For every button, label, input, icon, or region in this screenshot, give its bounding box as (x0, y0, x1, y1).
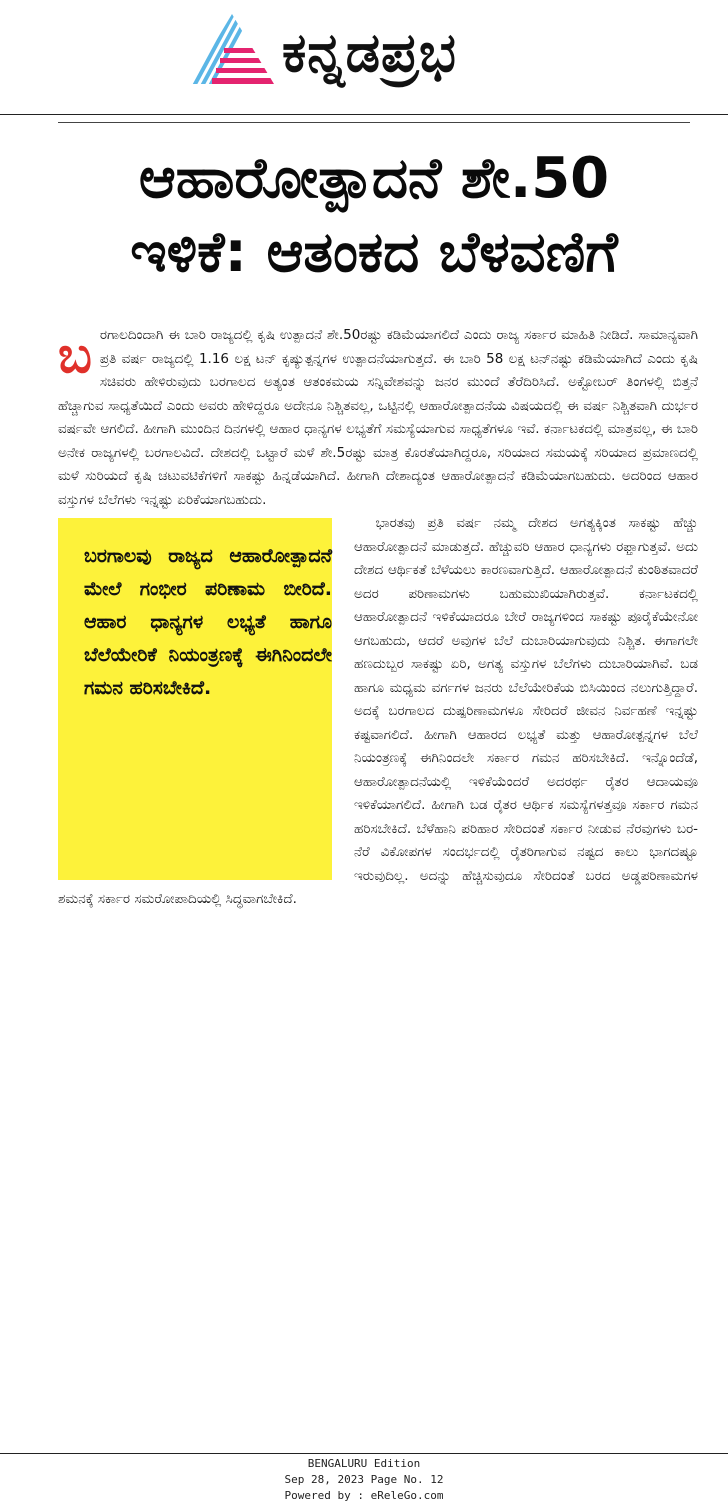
drop-cap: ಬ (58, 326, 92, 384)
article-paragraph-1 (58, 324, 698, 512)
headline-line-2: ಇಳಿಕೆ: ಆತಂಕದ ಬೆಳವಣಿಗೆ (130, 220, 618, 285)
logo-triangle-icon (190, 12, 274, 86)
masthead-divider (0, 114, 728, 115)
paragraph-1-text: ರಗಾಲದಿಂದಾಗಿ ಈ ಬಾರಿ ರಾಜ್ಯದಲ್ಲಿ ಕೃಷಿ ಉತ್ಪಾದನೆ ಶೇ.50ರಷ್ಟು ಕಡಿಮೆಯಾಗಲಿದೆ ಎಂದು ರಾಜ್ಯ ಸರ್ಕಾರ ಮಾಹಿತಿ ನೀಡಿದೆ. ಸಾಮಾನ್ಯವಾಗಿ ಪ್ರತಿ ವರ್ಷ ರಾಜ್ಯದಲ್ಲಿ 1.16 ಲಕ್ಷ ಟನ್ ಕೃಷ್ಯುತ್ಪನ್ನಗಳ ಉತ್ಪಾದನೆಯಾಗುತ್ತದೆ. ಈ ಬಾರಿ 58 ಲಕ್ಷ ಟನ್‌ನಷ್ಟು ಕಡಿಮೆಯಾಗಿದೆ ಎಂದು ಕೃಷಿ ಸಚಿವರು ಹೇಳಿರುವುದು ಬರಗಾಲದ ಅತ್ಯಂತ ಆತಂಕಮಯ ಸನ್ನಿವೇಶವನ್ನು ಜನರ ಮುಂದೆ ತೆರೆದಿರಿಸಿದೆ. ಅಕ್ಟೋಬರ್ ತಿಂಗಳಲ್ಲಿ ಬಿತ್ತನೆ ಹೆಚ್ಚಾಗುವ ಸಾಧ್ಯತೆಯಿದೆ ಎಂದು ಅವರು ಹೇಳಿದ್ದರೂ ಅದೇನೂ ನಿಶ್ಚಿತವಲ್ಲ, ಒಟ್ಟಿನಲ್ಲಿ ಆಹಾರೋತ್ಪಾದನೆಯ ವಿಷಯದಲ್ಲಿ ಈ ವರ್ಷ ನಿಶ್ಚಿತವಾಗಿ ದುರ್ಭರ ವರ್ಷವೇ ಆಗಲಿದೆ. ಹೀಗಾಗಿ ಮುಂದಿನ ದಿನಗಳಲ್ಲಿ ಆಹಾರ ಧಾನ್ಯಗಳ ಲಭ್ಯತೆಗೆ ಸಮಸ್ಯೆಯಾಗುವ ಸಾಧ್ಯತೆಗಳೂ ಇವೆ. ಕರ್ನಾಟಕದಲ್ಲಿ ಮಾತ್ರವಲ್ಲ, ಈ ಬಾರಿ ಅನೇಕ ರಾಜ್ಯಗಳಲ್ಲಿ ಬರಗಾಲವಿದೆ. ದೇಶದಲ್ಲಿ ಒಟ್ಟಾರೆ ಮಳೆ ಶೇ.5ರಷ್ಟು ಮಾತ್ರ ಕೊರತೆಯಾಗಿದ್ದರೂ, ಸರಿಯಾದ ಸಮಯಕ್ಕೆ ಸರಿಯಾದ ಪ್ರಮಾಣದಲ್ಲಿ ಮಳೆ ಸುರಿಯದೆ ಕೃಷಿ ಚಟುವಟಿಕೆಗಳಿಗೆ ಸಾಕಷ್ಟು ಹಿನ್ನಡೆಯಾಗಿದೆ. ಹೀಗಾಗಿ ದೇಶಾದ್ಯಂತ ಆಹಾರೋತ್ಪಾದನೆ ಕಡಿಮೆಯಾಗಬಹುದು. ಅದರಿಂದ ಆಹಾರ ವಸ್ತುಗಳ ಬೆಲೆಗಳು ಇನ್ನಷ್ಟು ಏರಿಕೆಯಾಗಬಹುದು. (58, 327, 698, 508)
headline-line-1: ಆಹಾರೋತ್ಪಾದನೆ ಶೇ.50 (138, 146, 610, 211)
footer-powered-by: Powered by : eReleGo.com (284, 1489, 444, 1502)
pull-quote-box (58, 518, 332, 880)
headline-divider (58, 122, 690, 123)
footer-divider (0, 1453, 728, 1454)
article-body (58, 324, 698, 912)
masthead-logo-text: ಕನ್ನಡಪ್ರಭ (282, 21, 457, 84)
masthead (0, 0, 728, 114)
footer-date-page: Sep 28, 2023 Page No. 12 (284, 1473, 444, 1486)
article-headline (44, 142, 704, 290)
pull-quote-text: ಬರಗಾಲವು ರಾಜ್ಯದ ಆಹಾರೋತ್ಪಾದನೆ ಮೇಲೆ ಗಂಭೀರ ಪರಿಣಾಮ ಬೀರಿದೆ. ಆಹಾರ ಧಾನ್ಯಗಳ ಲಭ್ಯತೆ ಹಾಗೂ ಬೆಲೆಯೇರಿಕೆ ನಿಯಂತ್ರಣಕ್ಕೆ ಈಗಿನಿಂದಲೇ ಗಮನ ಹರಿಸಬೇಕಿದೆ. (84, 545, 332, 699)
footer (0, 1456, 728, 1504)
footer-edition: BENGALURU Edition (307, 1457, 421, 1470)
article-paragraph-2: ಭಾರತವು ಪ್ರತಿ ವರ್ಷ ನಮ್ಮ ದೇಶದ ಅಗತ್ಯಕ್ಕಿಂತ ಸಾಕಷ್ಟು ಹೆಚ್ಚು ಆಹಾರೋತ್ಪಾದನೆ ಮಾಡುತ್ತದೆ. ಹೆಚ್ಚುವರಿ ಆಹಾರ ಧಾನ್ಯಗಳು ರಫ್ತಾಗುತ್ತವೆ. ಅದು ದೇಶದ ಆರ್ಥಿಕತೆ ಬೆಳೆಯಲು ಕಾರಣವಾಗುತ್ತಿದೆ. ಆಹಾರೋತ್ಪಾದನೆ ಕುಂಠಿತವಾದರೆ ಅದರ ಪರಿಣಾಮಗಳು ಬಹುಮುಖಿಯಾಗಿರುತ್ತವೆ. ಕರ್ನಾಟಕದಲ್ಲಿ ಆಹಾರೋತ್ಪಾದನೆ ಇಳಿಕೆಯಾದರೂ ಬೇರೆ ರಾಜ್ಯಗಳಿಂದ ಸಾಕಷ್ಟು ಪೂರೈಕೆಯೇನೋ ಆಗಬಹುದು, ಆದರೆ ಅವುಗಳ ಬೆಲೆ ದುಬಾರಿಯಾಗುವುದು ನಿಶ್ಚಿತ. ಈಗಾಗಲೇ ಹಣದುಬ್ಬರ ಸಾಕಷ್ಟು ಏರಿ, ಅಗತ್ಯ ವಸ್ತುಗಳ ಬೆಲೆಗಳು ದುಬಾರಿಯಾಗಿವೆ. ಬಡ ಹಾಗೂ ಮಧ್ಯಮ ವರ್ಗಗಳ ಜನರು ಬೆಲೆಯೇರಿಕೆಯ ಬಿಸಿಯಿಂದ ನಲುಗುತ್ತಿದ್ದಾರೆ. ಅದಕ್ಕೆ ಬರಗಾಲದ ದುಷ್ಪರಿಣಾಮಗಳೂ ಸೇರಿದರೆ ಜೀವನ ನಿರ್ವಹಣೆ ಇನ್ನಷ್ಟು ಕಷ್ಟವಾಗಲಿದೆ. ಹೀಗಾಗಿ ಆಹಾರದ ಲಭ್ಯತೆ ಮತ್ತು ಆಹಾರೋತ್ಪನ್ನಗಳ ಬೆಲೆ ನಿಯಂತ್ರಣಕ್ಕೆ ಈಗಿನಿಂದಲೇ ಸರ್ಕಾರ ಗಮನ ಹರಿಸಬೇಕಿದೆ. ಇನ್ನೊಂದೆಡೆ, ಆಹಾರೋತ್ಪಾದನೆಯಲ್ಲಿ ಇಳಿಕೆಯೆಂದರೆ ಅದರರ್ಥ ರೈತರ ಆದಾಯವೂ ಇಳಿಕೆಯಾಗಲಿದೆ. ಹೀಗಾಗಿ ಬಡ ರೈತರ ಆರ್ಥಿಕ ಸಮಸ್ಯೆಗಳತ್ತವೂ ಸರ್ಕಾರ ಗಮನ ಹರಿಸಬೇಕಿದೆ. ಬೆಳೆಹಾನಿ ಪರಿಹಾರ ಸೇರಿದಂತೆ ಸರ್ಕಾರ ನೀಡುವ ನೆರವುಗಳು ಬರ-ನೆರೆ ವಿಕೋಪಗಳ ಸಂದರ್ಭದಲ್ಲಿ ರೈತರಿಗಾಗುವ ನಷ್ಟದ ಕಾಲು ಭಾಗದಷ್ಟೂ ಇರುವುದಿಲ್ಲ. ಅದನ್ನು ಹೆಚ್ಚಿಸುವುದೂ ಸೇರಿದಂತೆ ಬರದ ಅಡ್ಡಪರಿಣಾಮಗಳ ಶಮನಕ್ಕೆ ಸರ್ಕಾರ ಸಮರೋಪಾದಿಯಲ್ಲಿ ಸಿದ್ಧವಾಗಬೇಕಿದೆ. (58, 515, 698, 907)
